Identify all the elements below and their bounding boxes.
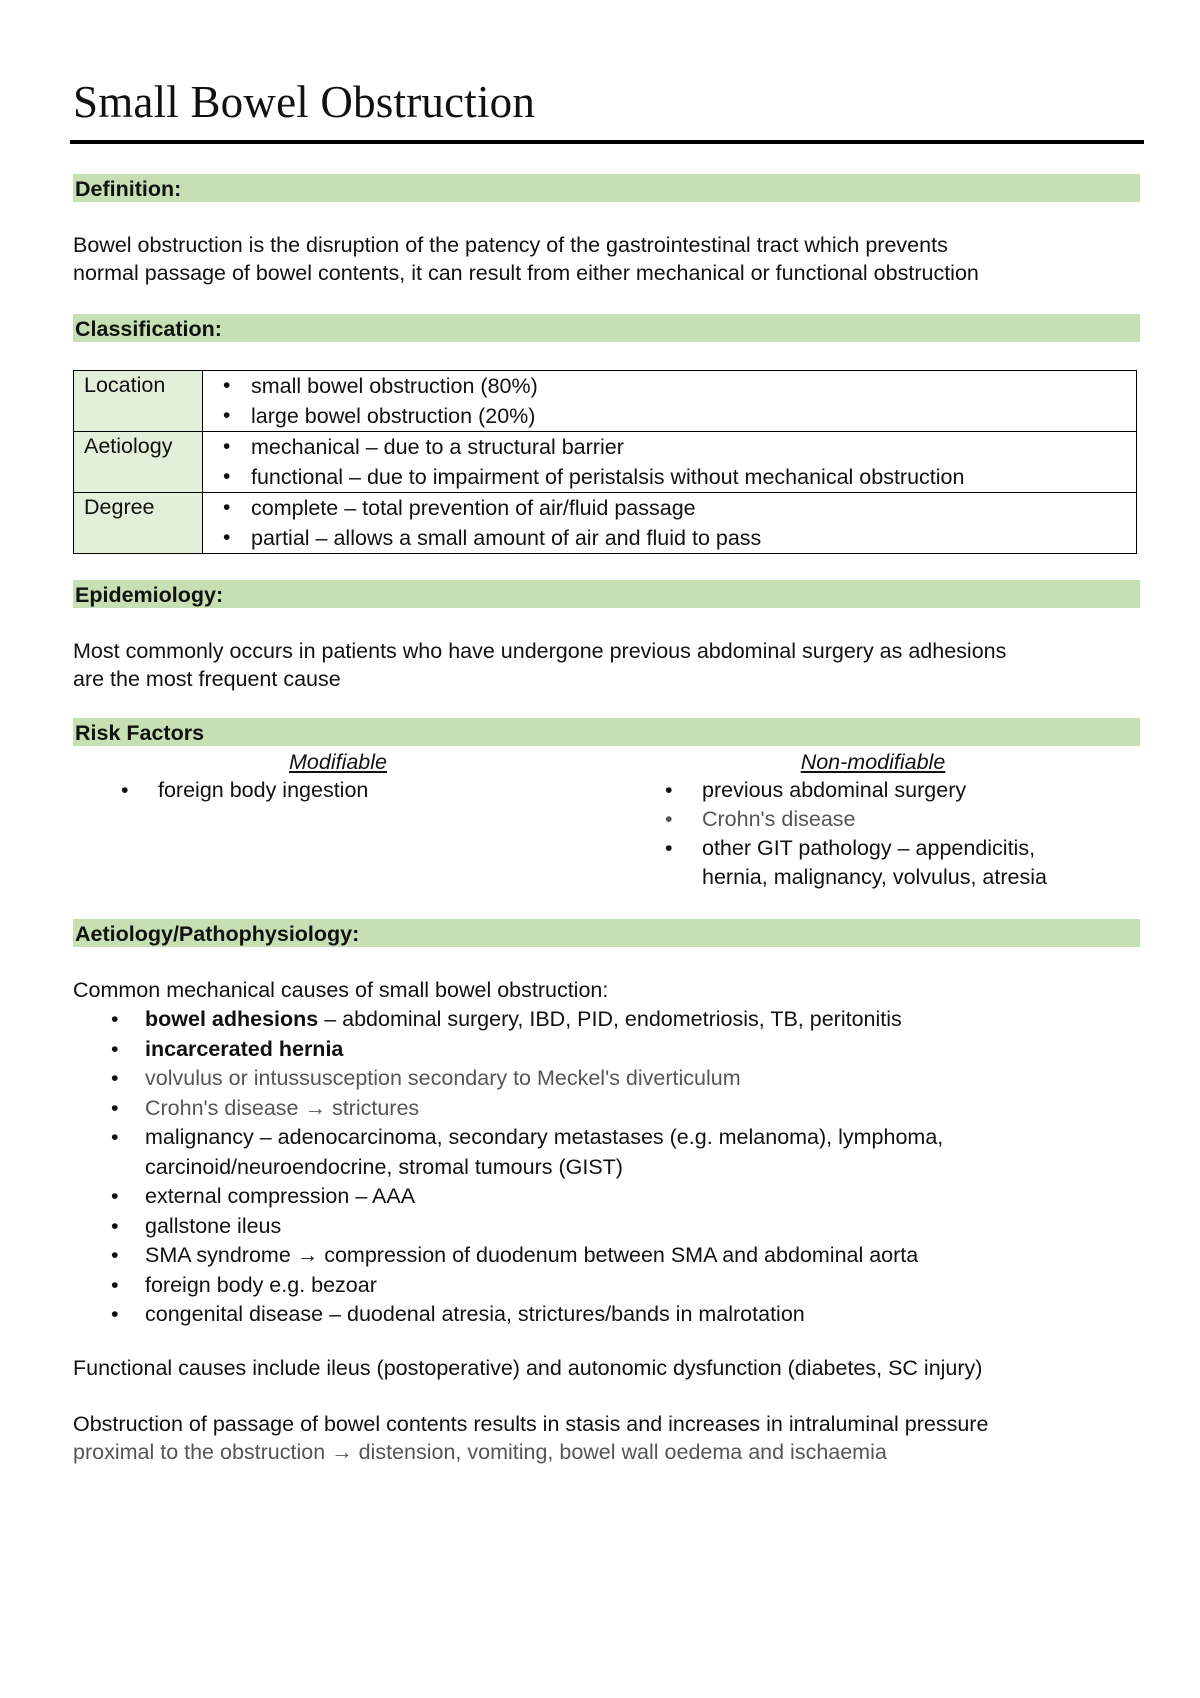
table-row-items — [213, 371, 1136, 431]
table-row-label: Aetiology — [74, 432, 203, 493]
classification-table — [73, 370, 1137, 554]
section-heading-classification: Classification: — [73, 314, 1140, 342]
mechanical-causes-list — [73, 1005, 1140, 1330]
list-item — [660, 834, 1143, 892]
pathophysiology-line-1: Obstruction of passage of bowel contents results in stasis and increases in intraluminal pressure — [73, 1412, 989, 1436]
list-item — [73, 1035, 1140, 1065]
non-modifiable-heading: Non-modifiable — [800, 750, 946, 774]
definition-line-2: normal passage of bowel contents, it can result from either mechanical or functional obstruction — [73, 261, 979, 285]
section-heading-epidemiology: Epidemiology: — [73, 580, 1140, 608]
list-item: • small bowel obstruction (80%) — [213, 371, 1136, 401]
table-row-label: Degree — [74, 493, 203, 554]
table-row-items — [213, 432, 1136, 492]
list-item: • complete – total prevention of air/fluid passage — [213, 493, 1136, 523]
list-item: • mechanical – due to a structural barrier — [213, 432, 1136, 462]
list-item-line-1: other GIT pathology – appendicitis, — [702, 836, 1036, 860]
cause-bold: bowel adhesions — [145, 1007, 319, 1031]
section-heading-definition: Definition: — [73, 174, 1140, 202]
list-item: • partial – allows a small amount of air and fluid to pass — [213, 523, 1136, 553]
list-item: • gallstone ileus — [73, 1212, 1140, 1242]
pathophysiology-line-2: proximal to the obstruction → distension, vomiting, bowel wall oedema and ischaemia — [73, 1440, 887, 1464]
modifiable-list — [116, 776, 603, 805]
table-row — [74, 432, 1137, 493]
table-row — [74, 493, 1137, 554]
table-row-items — [213, 493, 1136, 553]
list-item: • external compression – AAA — [73, 1182, 1140, 1212]
epidemiology-line-1: Most commonly occurs in patients who have undergone previous abdominal surgery as adhesions — [73, 639, 1007, 663]
definition-text — [73, 231, 1140, 287]
list-item: • volvulus or intussusception secondary to Meckel's diverticulum — [73, 1064, 1140, 1094]
list-item-line-1: malignancy – adenocarcinoma, secondary metastases (e.g. melanoma), lymphoma, — [145, 1125, 944, 1149]
list-item: • functional – due to impairment of peristalsis without mechanical obstruction — [213, 462, 1136, 492]
list-item: • large bowel obstruction (20%) — [213, 401, 1136, 431]
list-item-line-2: hernia, malignancy, volvulus, atresia — [702, 865, 1047, 889]
risk-non-modifiable-column — [673, 748, 1143, 892]
risk-modifiable-column — [73, 748, 603, 805]
epidemiology-line-2: are the most frequent cause — [73, 667, 341, 691]
page-title: Small Bowel Obstruction — [73, 77, 536, 127]
aetiology-intro: Common mechanical causes of small bowel obstruction: — [73, 978, 609, 1002]
modifiable-heading: Modifiable — [289, 750, 387, 774]
table-row-label: Location — [74, 371, 203, 432]
list-item — [73, 1005, 1140, 1035]
section-heading-risk-factors: Risk Factors — [73, 718, 1140, 746]
cause-bold: incarcerated hernia — [145, 1036, 344, 1061]
table-row — [74, 371, 1137, 432]
list-item-line-2: carcinoid/neuroendocrine, stromal tumours (GIST) — [145, 1154, 623, 1179]
functional-causes-text: Functional causes include ileus (postoperative) and autonomic dysfunction (diabetes, SC injury) — [73, 1356, 983, 1380]
list-item — [73, 1123, 1140, 1182]
definition-line-1: Bowel obstruction is the disruption of the patency of the gastrointestinal tract which prevents — [73, 233, 948, 257]
list-item: • previous abdominal surgery — [660, 776, 1143, 805]
non-modifiable-list — [660, 776, 1143, 892]
list-item: • foreign body e.g. bezoar — [73, 1271, 1140, 1301]
section-heading-aetiology: Aetiology/Pathophysiology: — [73, 919, 1140, 947]
list-item: • SMA syndrome → compression of duodenum between SMA and abdominal aorta — [73, 1241, 1140, 1271]
cause-text: – abdominal surgery, IBD, PID, endometriosis, TB, peritonitis — [318, 1007, 902, 1031]
title-rule — [70, 140, 1144, 144]
list-item: • congenital disease – duodenal atresia, strictures/bands in malrotation — [73, 1300, 1140, 1330]
list-item: • foreign body ingestion — [116, 776, 603, 805]
list-item: • Crohn's disease → strictures — [73, 1094, 1140, 1124]
list-item: • Crohn's disease — [660, 805, 1143, 834]
epidemiology-text — [73, 637, 1140, 693]
pathophysiology-text — [73, 1410, 1140, 1466]
